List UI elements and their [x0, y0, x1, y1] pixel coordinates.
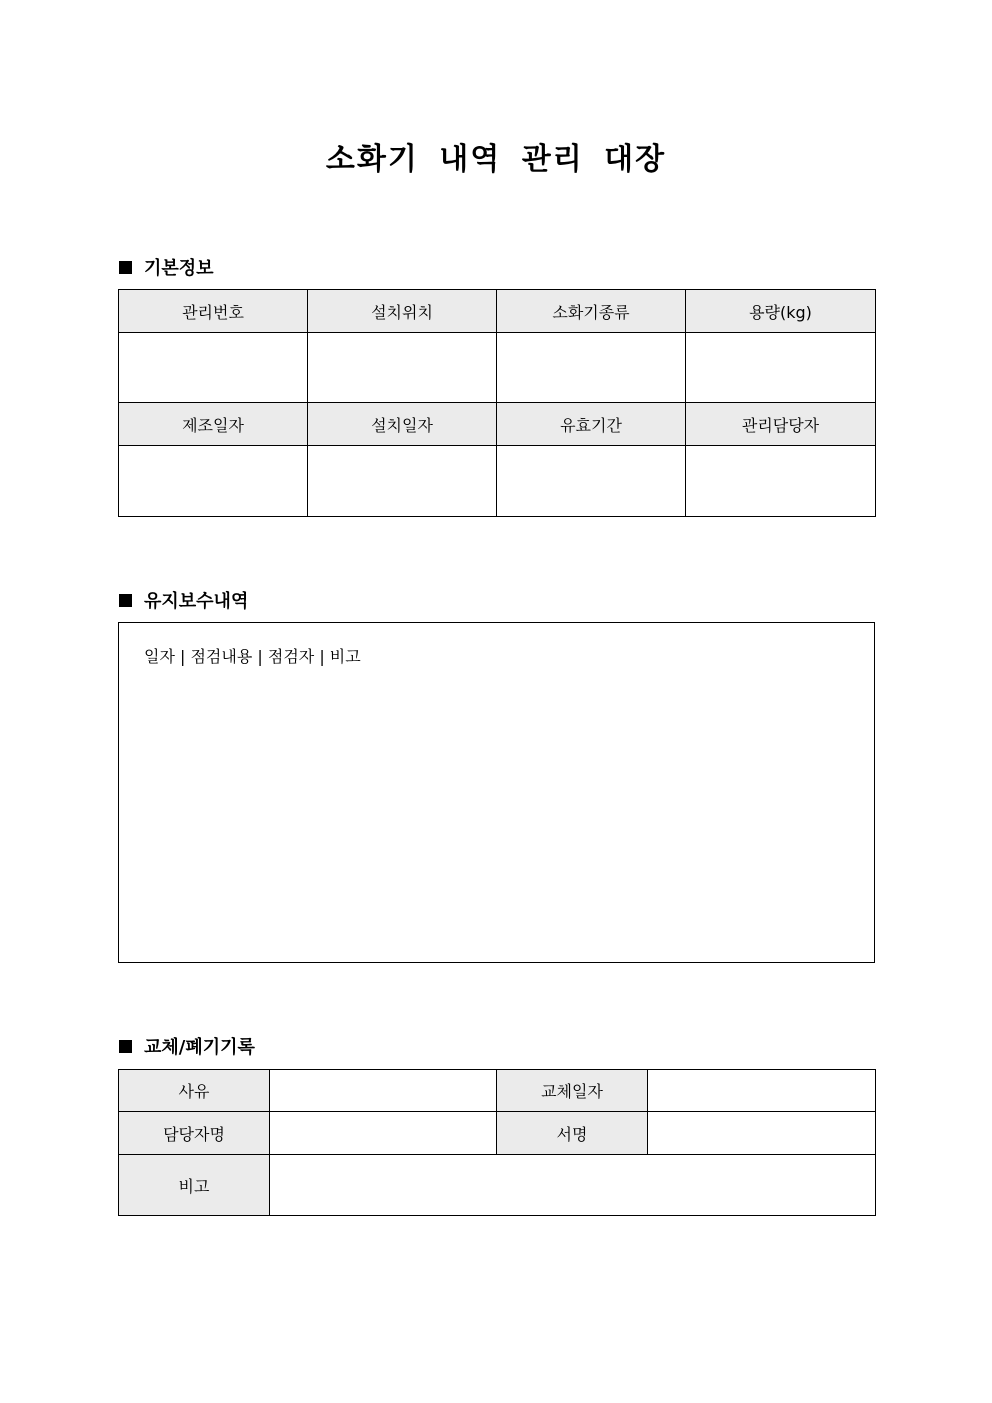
square-bullet-icon	[119, 1040, 132, 1053]
section-heading-maintenance-label: 유지보수내역	[144, 591, 249, 612]
label-reason: 사유	[119, 1070, 270, 1112]
label-replace-date: 교체일자	[497, 1070, 648, 1112]
value-reason[interactable]	[270, 1070, 497, 1112]
section-heading-replacement-label: 교체/폐기기록	[144, 1037, 255, 1058]
label-manager-name: 담당자명	[119, 1112, 270, 1155]
value-management-number[interactable]	[119, 333, 308, 403]
label-remarks: 비고	[119, 1155, 270, 1216]
value-remarks[interactable]	[270, 1155, 876, 1216]
value-signature[interactable]	[648, 1112, 876, 1155]
value-manufacture-date[interactable]	[119, 446, 308, 517]
value-expiry-period[interactable]	[497, 446, 686, 517]
section-heading-replacement	[119, 1033, 255, 1059]
value-manager[interactable]	[686, 446, 876, 517]
maintenance-columns-line: 일자 | 점검내용 | 점검자 | 비고	[144, 647, 361, 666]
basic-info-table	[118, 289, 876, 517]
label-signature: 서명	[497, 1112, 648, 1155]
header-capacity: 용량(kg)	[686, 290, 876, 333]
section-heading-basic	[119, 254, 214, 280]
header-extinguisher-type: 소화기종류	[497, 290, 686, 333]
header-management-number: 관리번호	[119, 290, 308, 333]
header-expiry-period: 유효기간	[497, 403, 686, 446]
value-replace-date[interactable]	[648, 1070, 876, 1112]
section-heading-basic-label: 기본정보	[144, 258, 214, 279]
header-manufacture-date: 제조일자	[119, 403, 308, 446]
value-manager-name[interactable]	[270, 1112, 497, 1155]
section-heading-maintenance	[119, 587, 248, 613]
value-install-date[interactable]	[308, 446, 497, 517]
maintenance-record-box[interactable]	[118, 622, 875, 963]
header-manager: 관리담당자	[686, 403, 876, 446]
value-extinguisher-type[interactable]	[497, 333, 686, 403]
value-capacity[interactable]	[686, 333, 876, 403]
replacement-table	[118, 1069, 876, 1216]
page-title: 소화기 내역 관리 대장	[325, 142, 667, 177]
header-install-location: 설치위치	[308, 290, 497, 333]
header-install-date: 설치일자	[308, 403, 497, 446]
square-bullet-icon	[119, 594, 132, 607]
square-bullet-icon	[119, 261, 132, 274]
value-install-location[interactable]	[308, 333, 497, 403]
